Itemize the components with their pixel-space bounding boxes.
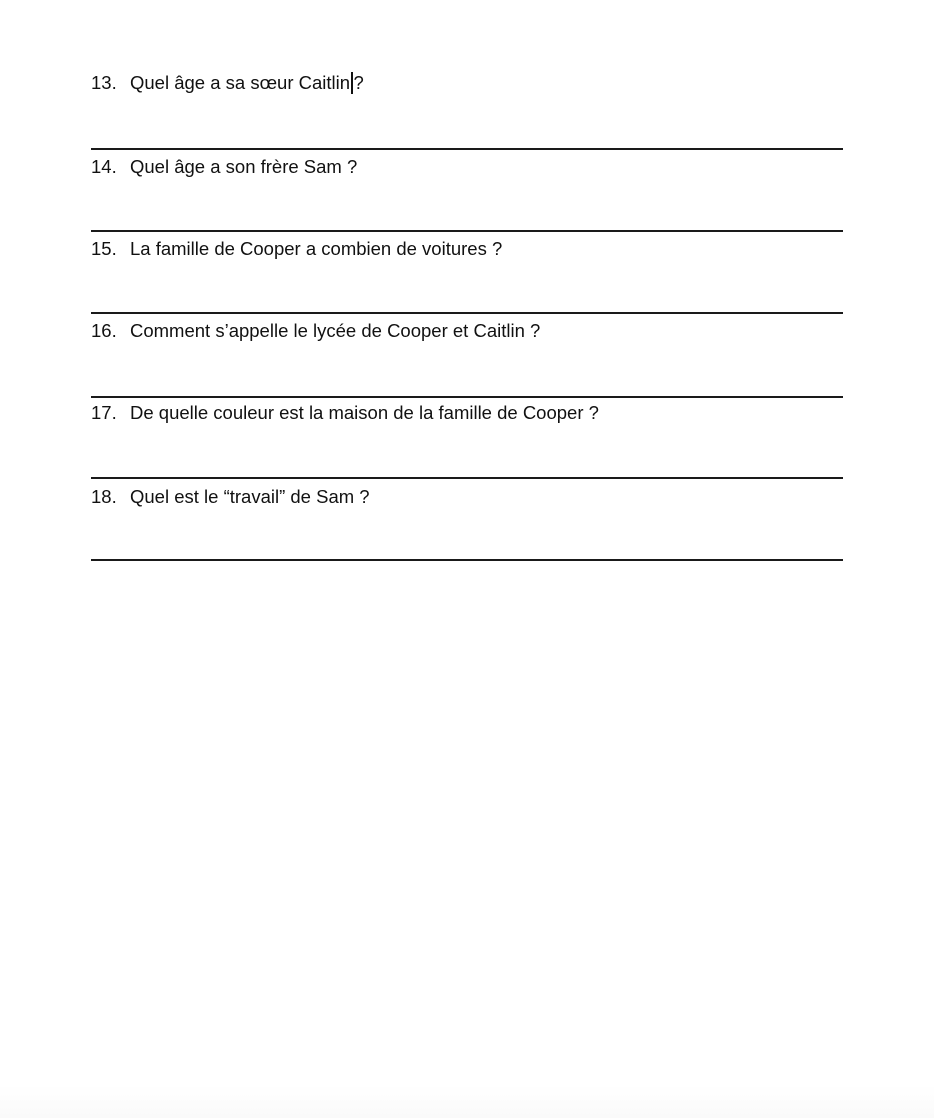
question-number: 13. xyxy=(91,72,117,93)
question-number: 16. xyxy=(91,320,117,341)
answer-line-15[interactable] xyxy=(91,312,843,314)
question-text[interactable]: Quel âge a son frère Sam ? xyxy=(130,156,358,177)
answer-line-14[interactable] xyxy=(91,230,843,232)
question-15 xyxy=(91,238,502,260)
question-16 xyxy=(91,320,540,342)
question-text[interactable]: Quel âge a sa sœur Caitlin xyxy=(130,72,351,93)
answer-line-16[interactable] xyxy=(91,396,843,398)
question-number: 18. xyxy=(91,486,117,507)
answer-line-18[interactable] xyxy=(91,559,843,561)
question-14 xyxy=(91,156,357,178)
question-text-end[interactable]: ? xyxy=(353,72,364,93)
question-number: 14. xyxy=(91,156,117,177)
question-number: 17. xyxy=(91,402,117,423)
question-text[interactable]: Quel est le “travail” de Sam ? xyxy=(130,486,370,507)
text-cursor xyxy=(351,72,353,94)
question-18 xyxy=(91,486,370,508)
question-text[interactable]: De quelle couleur est la maison de la famille de Cooper ? xyxy=(130,402,599,423)
answer-line-13[interactable] xyxy=(91,148,843,150)
question-13 xyxy=(91,72,364,94)
question-text[interactable]: La famille de Cooper a combien de voitures ? xyxy=(130,238,503,259)
question-text[interactable]: Comment s’appelle le lycée de Cooper et Caitlin ? xyxy=(130,320,541,341)
question-number: 15. xyxy=(91,238,117,259)
question-17 xyxy=(91,402,599,424)
answer-line-17[interactable] xyxy=(91,477,843,479)
